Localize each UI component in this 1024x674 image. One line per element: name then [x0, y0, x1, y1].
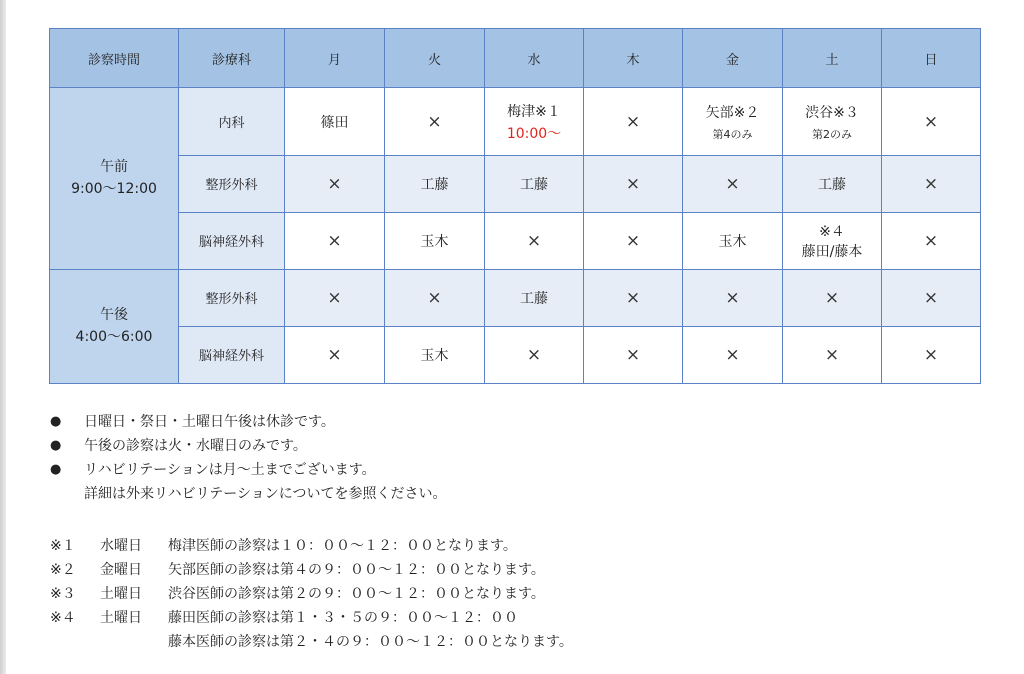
dept-cell: 脳神経外科	[179, 212, 285, 269]
footnote-text: 矢部医師の診察は第４の９：００〜１２：００となります。	[168, 562, 545, 578]
schedule-cell: ×	[584, 212, 683, 269]
schedule-cell	[783, 212, 882, 269]
schedule-cell: ×	[485, 326, 584, 383]
schedule-cell: 篠田	[285, 88, 385, 156]
schedule-cell: ×	[882, 156, 981, 212]
table-row	[50, 88, 981, 156]
footnote-item	[50, 606, 573, 630]
table-row	[50, 326, 981, 383]
cell-main: 渋谷※３	[805, 104, 859, 121]
schedule-cell: 工藤	[783, 156, 882, 212]
schedule-cell: ×	[683, 269, 783, 326]
table-row	[50, 156, 981, 212]
schedule-cell: ×	[584, 269, 683, 326]
footnote-continuation: 藤本医師の診察は第２・４の９：００〜１２：００となります。	[168, 634, 573, 650]
schedule-cell: ×	[683, 156, 783, 212]
bullet-icon: ●	[50, 414, 62, 429]
schedule-cell: ×	[882, 212, 981, 269]
footnote-text: 藤田医師の診察は第１・３・５の９：００〜１２：００	[168, 610, 518, 626]
list-item	[50, 434, 446, 458]
list-item	[50, 458, 446, 482]
schedule-cell: ×	[385, 88, 485, 156]
schedule-cell: ×	[882, 88, 981, 156]
cell-main: ※４	[819, 223, 845, 240]
footnote-day: 金曜日	[100, 562, 142, 578]
schedule-cell: ×	[882, 326, 981, 383]
bullet-icon: ●	[50, 438, 62, 453]
dept-cell: 整形外科	[179, 156, 285, 212]
footnote-mark: ※１	[50, 538, 76, 554]
page-edge	[0, 0, 6, 674]
schedule-cell: 玉木	[385, 326, 485, 383]
footnote-mark: ※３	[50, 586, 76, 602]
header-dept: 診療科	[179, 29, 285, 88]
footnote-day: 土曜日	[100, 586, 142, 602]
list-item	[50, 410, 446, 434]
header-row	[50, 29, 981, 88]
footnote-day: 水曜日	[100, 538, 142, 554]
schedule-cell: ×	[683, 326, 783, 383]
cell-line2: 藤田/藤本	[801, 243, 863, 260]
cell-sub: 第4のみ	[712, 127, 753, 141]
schedule-cell: 工藤	[485, 156, 584, 212]
footnote-item	[50, 558, 573, 582]
schedule-cell: ×	[385, 269, 485, 326]
time-am-cell	[50, 88, 179, 270]
cell-sub: 第2のみ	[812, 127, 852, 141]
footnote-text: 渋谷医師の診察は第２の９：００〜１２：００となります。	[168, 586, 545, 602]
schedule-cell: ×	[783, 269, 882, 326]
dept-cell: 整形外科	[179, 269, 285, 326]
header-wed: 水	[485, 29, 584, 88]
schedule-cell: ×	[285, 269, 385, 326]
schedule-cell: ×	[285, 156, 385, 212]
header-thu: 木	[584, 29, 683, 88]
schedule-cell: ×	[285, 326, 385, 383]
time-pm-label: 午後	[100, 307, 128, 324]
footnote-mark: ※４	[50, 610, 76, 626]
schedule-cell: ×	[584, 326, 683, 383]
time-pm-range: 4:00〜6:00	[75, 329, 153, 346]
note-text: 日曜日・祭日・土曜日午後は休診です。	[84, 414, 335, 430]
time-am-label: 午前	[100, 159, 128, 176]
note-text: 午後の診察は火・水曜日のみです。	[84, 438, 307, 454]
schedule-cell	[485, 88, 584, 156]
schedule-cell	[783, 88, 882, 156]
footnotes	[50, 534, 573, 654]
footnote-text: 梅津医師の診察は１０：００〜１２：００となります。	[168, 538, 517, 554]
notes-list	[50, 410, 446, 506]
table-row	[50, 269, 981, 326]
schedule-cell: ×	[584, 88, 683, 156]
footnote-item	[50, 534, 573, 558]
header-fri: 金	[683, 29, 783, 88]
header-tue: 火	[385, 29, 485, 88]
schedule-cell: 玉木	[683, 212, 783, 269]
time-am-range: 9:00〜12:00	[71, 181, 157, 198]
time-pm-cell	[50, 269, 179, 383]
schedule-cell: ×	[485, 212, 584, 269]
schedule-cell: ×	[584, 156, 683, 212]
schedule-cell: ×	[783, 326, 882, 383]
header-mon: 月	[285, 29, 385, 88]
cell-red-time: 10:00〜	[506, 125, 562, 142]
header-time: 診察時間	[50, 29, 179, 88]
schedule-table	[49, 28, 981, 384]
schedule-cell: 工藤	[385, 156, 485, 212]
footnote-day: 土曜日	[100, 610, 142, 626]
schedule-cell: ×	[882, 269, 981, 326]
dept-cell: 内科	[179, 88, 285, 156]
schedule-cell	[683, 88, 783, 156]
cell-main: 矢部※２	[705, 104, 760, 121]
schedule-cell: ×	[285, 212, 385, 269]
header-sat: 土	[783, 29, 882, 88]
schedule-cell: 玉木	[385, 212, 485, 269]
footnote-item	[50, 582, 573, 606]
schedule-cell: 工藤	[485, 269, 584, 326]
bullet-icon: ●	[50, 462, 62, 477]
header-sun: 日	[882, 29, 981, 88]
table-row	[50, 212, 981, 269]
note-text: リハビリテーションは月〜土までございます。	[84, 462, 376, 478]
dept-cell: 脳神経外科	[179, 326, 285, 383]
note-continuation: 詳細は外来リハビリテーションについてを参照ください。	[84, 486, 447, 502]
cell-main: 梅津※１	[507, 103, 561, 120]
footnote-mark: ※２	[50, 562, 76, 578]
